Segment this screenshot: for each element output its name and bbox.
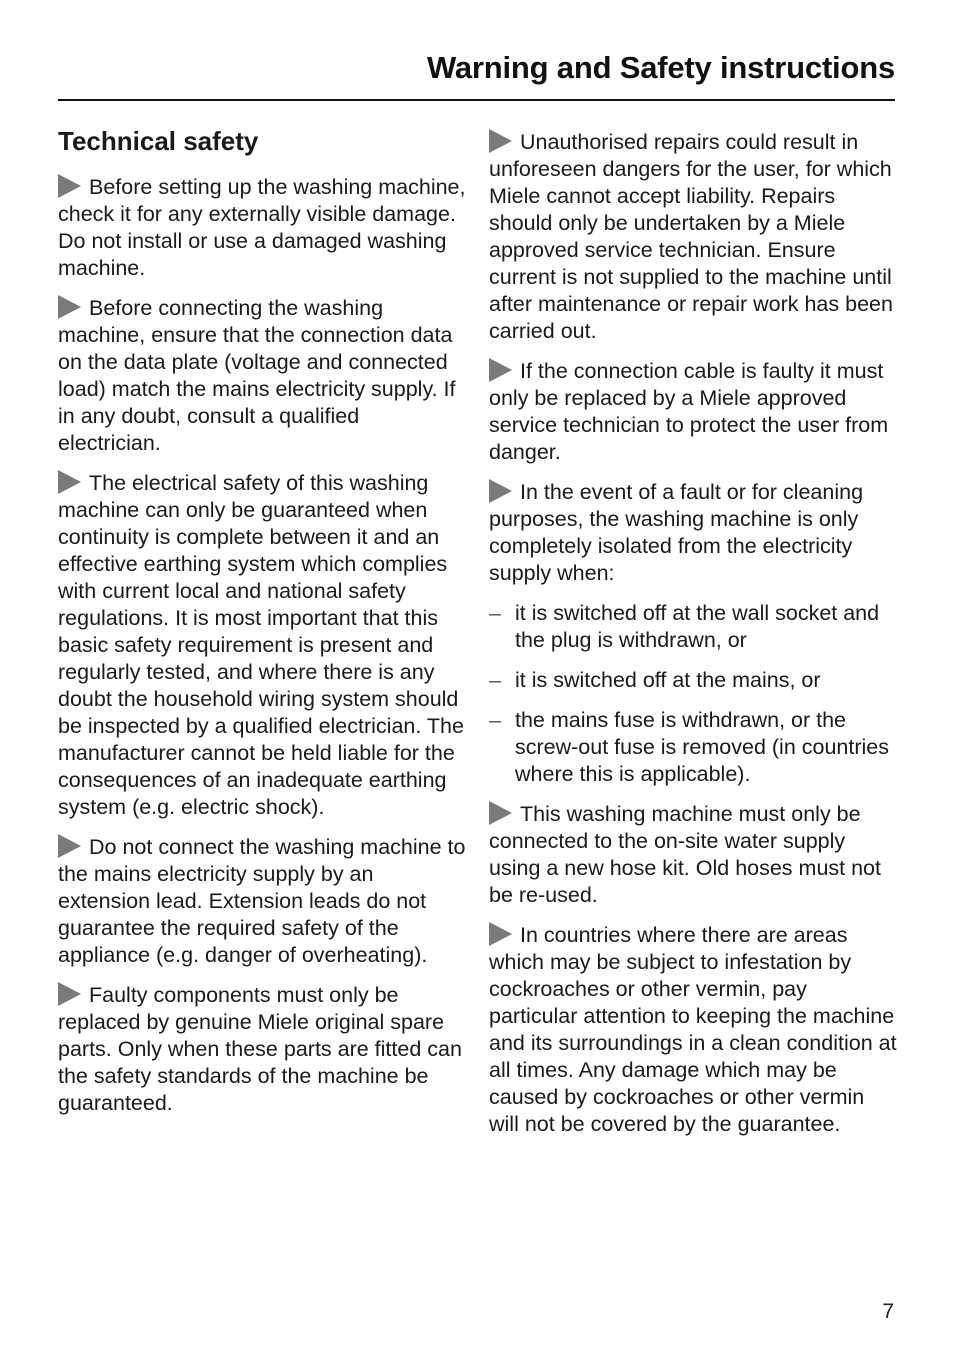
dash-bullet: – bbox=[489, 668, 501, 692]
safety-paragraph: In the event of a fault or for cleaning purposes, the washing machine is only completely isolated from the electricity supply when: bbox=[489, 480, 864, 585]
bullet-triangle-icon bbox=[489, 479, 512, 503]
dash-bullet: – bbox=[489, 708, 501, 732]
left-column bbox=[58, 124, 466, 1130]
list-item: – it is switched off at the mains, or bbox=[489, 668, 821, 692]
dash-bullet: – bbox=[489, 601, 501, 625]
bullet-triangle-icon bbox=[489, 801, 512, 825]
bullet-triangle-icon bbox=[489, 358, 512, 382]
safety-paragraph: Before connecting the washing machine, ensure that the connection data on the data plate (voltage and connected load) match the mains electricity supply. If in any doubt, consult a qualified electrician. bbox=[58, 296, 456, 455]
safety-paragraph: In countries where there are areas which may be subject to infestation by cockroaches or other vermin, pay particular attention to keeping the machine and its surroundings in a clean condition at all times. Any damage which may be caused by cockroaches or other vermin will not be covered by the guarantee. bbox=[489, 923, 897, 1136]
bullet-triangle-icon bbox=[489, 922, 512, 946]
bullet-triangle-icon bbox=[58, 834, 81, 858]
safety-paragraph: Before setting up the washing machine, check it for any externally visible damage. Do not install or use a damaged washing machine. bbox=[58, 175, 466, 280]
bullet-triangle-icon bbox=[489, 129, 512, 153]
isolation-conditions-list bbox=[489, 600, 897, 788]
list-item: – it is switched off at the wall socket and the plug is withdrawn, or bbox=[489, 601, 880, 652]
paragraph-continuation: Do not install or use a damaged washing machine. bbox=[58, 229, 447, 280]
safety-paragraph: Unauthorised repairs could result in unforeseen dangers for the user, for which Miele cannot accept liability. Repairs should only be undertaken by a Miele approved service technician. Ensure current is not supplied to the machine until after maintenance or repair work has been carried out. bbox=[489, 130, 893, 343]
bullet-triangle-icon bbox=[58, 470, 81, 494]
list-item: – the mains fuse is withdrawn, or the screw-out fuse is removed (in countries where this is applicable). bbox=[489, 708, 890, 786]
header-divider bbox=[58, 99, 895, 101]
right-column bbox=[489, 129, 897, 1151]
safety-paragraph: Faulty components must only be replaced by genuine Miele original spare parts. Only when these parts are fitted can the safety standards of the machine be guaranteed. bbox=[58, 983, 462, 1115]
bullet-triangle-icon bbox=[58, 982, 81, 1006]
bullet-triangle-icon bbox=[58, 174, 81, 198]
section-heading: Technical safety bbox=[58, 126, 259, 156]
safety-paragraph: Do not connect the washing machine to the mains electricity supply by an extension lead. Extension leads do not guarantee the required safety of the appliance (e.g. danger of overheating). bbox=[58, 835, 466, 967]
page-number: 7 bbox=[882, 1300, 894, 1323]
page-header-title: Warning and Safety instructions bbox=[426, 50, 895, 85]
safety-paragraph: The electrical safety of this washing machine can only be guaranteed when continuity is complete between it and an effective earthing system which complies with current local and national safety regulations. It is most important that this basic safety requirement is present and regularly tested, and where there is any doubt the household wiring system should be inspected by a qualified electrician. The manufacturer cannot be held liable for the consequences of an inadequate earthing system (e.g. electric shock). bbox=[58, 471, 464, 819]
safety-paragraph: If the connection cable is faulty it must only be replaced by a Miele approved service technician to protect the user from danger. bbox=[489, 359, 889, 464]
bullet-triangle-icon bbox=[58, 295, 81, 319]
safety-paragraph: This washing machine must only be connected to the on-site water supply using a new hose kit. Old hoses must not be re-used. bbox=[489, 802, 881, 907]
